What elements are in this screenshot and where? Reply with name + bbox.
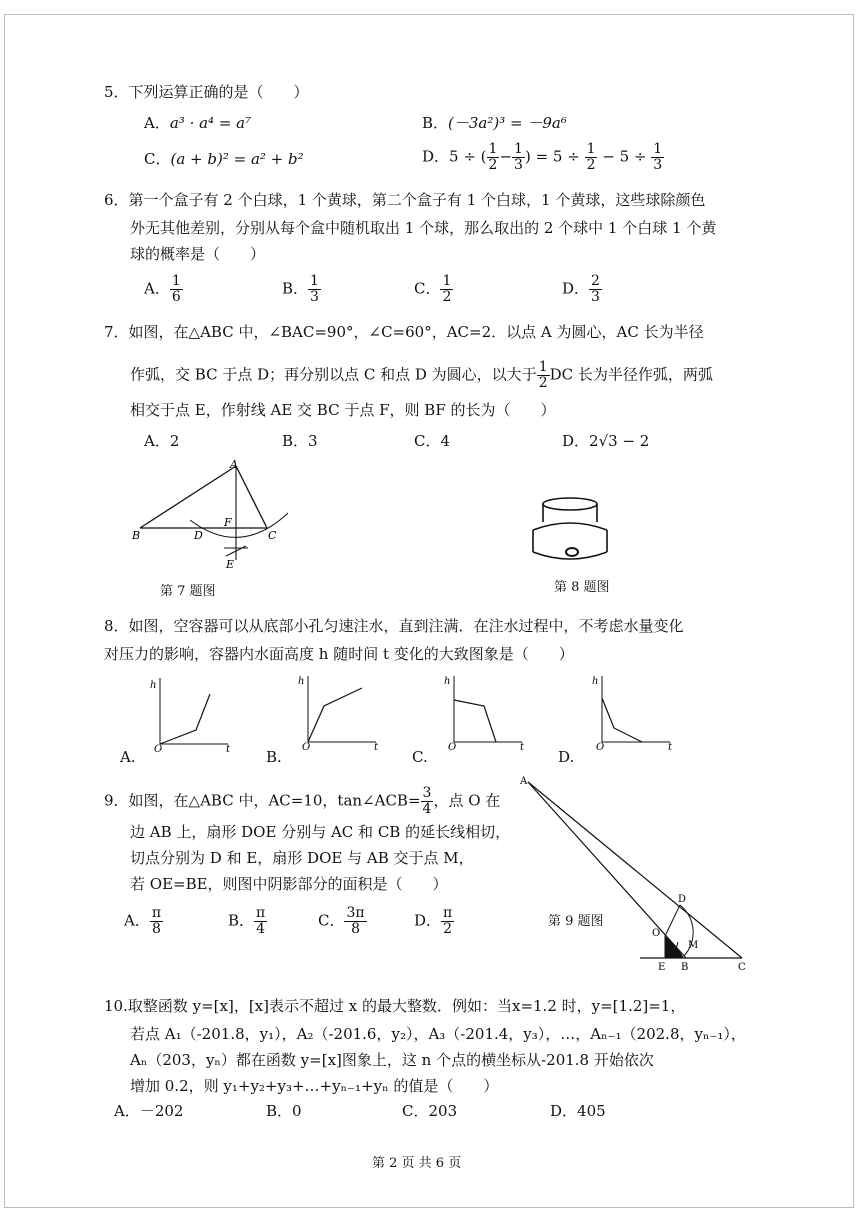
q5-option-b-label: B．: [422, 114, 449, 132]
q7-label-d: D: [194, 529, 203, 542]
q6-option-c-den: 2: [442, 289, 452, 305]
q7-line1: 7．如图，在△ABC 中，∠BAC=90°，∠C=60°，AC=2．以点 A 为圆心，AC 长为半径: [104, 323, 704, 341]
q6-line1: 6．第一个盒子有 2 个白球，1 个黄球，第二个盒子有 1 个白球，1 个黄球，这些球除颜色: [104, 191, 706, 209]
q5-d-mid3: − 5 ÷: [597, 147, 652, 166]
q5-option-c-label: C．: [144, 150, 171, 168]
q6-option-d-den: 3: [591, 289, 600, 305]
q6-option-a-label: A．: [144, 279, 170, 298]
q5-d-frac4: [651, 142, 664, 173]
q6-option-c-label: C．: [414, 279, 441, 298]
q5-d-frac1: [487, 142, 500, 173]
q6-option-c: [414, 274, 453, 305]
q5-d-frac2: [512, 142, 525, 173]
q9-label-e: E: [658, 962, 666, 973]
q10-line1: 10.取整函数 y=[x]，[x]表示不超过 x 的最大整数．例如：当x=1.2 时，y=[1.2]=1，: [104, 997, 686, 1015]
q9-option-b: [228, 906, 267, 937]
q6-option-a: [144, 274, 183, 305]
q6-option-b-label: B．: [282, 279, 309, 298]
q6-option-d-num: 2: [591, 273, 600, 289]
q5-d-frac2-num: 1: [514, 141, 523, 157]
q7-line2-num: 1: [538, 359, 548, 375]
q10-option-c: C．203: [402, 1102, 458, 1120]
q8-option-b: B.: [266, 748, 282, 766]
q9-label-m: M: [688, 940, 699, 951]
q6-option-d: [562, 274, 602, 305]
q9-label-a: A: [520, 776, 528, 787]
q8-shoulder: [533, 523, 607, 530]
q9-option-d-label: D．: [414, 911, 442, 930]
q8-graph-c: [442, 670, 534, 752]
q7-label-b: B: [132, 529, 141, 542]
q9-line1-a: 9．如图，在△ABC 中，AC=10，tan∠ACB=: [104, 791, 421, 810]
q9-line2: 边 AB 上，扇形 DOE 分别与 AC 和 CB 的延长线相切，: [130, 823, 511, 841]
q8-graph-b-t: t: [374, 742, 379, 752]
q9-figure: [518, 772, 758, 978]
q9-option-a-label: A．: [124, 911, 150, 930]
q5-d-frac1-den: 2: [488, 157, 498, 173]
q10-line3: Aₙ（203，yₙ）都在函数 y=[x]图象上，这 n 个点的横坐标从-201.8 开始依次: [130, 1051, 654, 1069]
q6-option-c-num: 1: [442, 273, 452, 289]
q5-option-d: [422, 142, 664, 173]
q9-figure-caption: 第 9 题图: [548, 914, 604, 929]
q5-option-a-expr: a³ · a⁴ = a⁷: [169, 114, 252, 132]
q9-label-o: O: [652, 928, 661, 939]
q9-option-c: [318, 906, 367, 937]
q7-line3: 相交于点 E，作射线 AE 交 BC 于点 F，则 BF 的长为（ ）: [130, 401, 556, 419]
q8-graph-b-h: h: [298, 676, 305, 687]
q5-option-a: [144, 112, 251, 133]
q8-figure-caption: 第 8 题图: [554, 580, 610, 595]
q8-graph-a-curve: [160, 694, 210, 744]
q7-option-c: C．4: [414, 432, 451, 450]
q8-option-d: D.: [558, 748, 575, 766]
q8-graph-d-h: h: [592, 676, 599, 687]
q8-line2: 对压力的影响，容器内水面高度 h 随时间 t 变化的大致图象是（ ）: [104, 645, 574, 663]
q7-figure: [130, 458, 300, 573]
q9-segment-ab: [528, 782, 686, 958]
q7-label-a: A: [230, 458, 238, 471]
q7-label-e: E: [226, 558, 235, 571]
q7-line2-b: DC 长为半径作弧，两弧: [549, 365, 713, 384]
q5-d-frac2-den: 3: [514, 157, 523, 173]
q9-option-d-den: 2: [443, 921, 453, 937]
page-number: 第 2 页 共 6 页: [372, 1156, 462, 1171]
q8-graph-c-h: h: [444, 676, 451, 687]
q5-d-mid2: ) = 5 ÷: [524, 147, 585, 166]
q9-label-b: B: [681, 962, 689, 973]
q9-option-b-den: 4: [256, 921, 266, 937]
q6-option-a-num: 1: [171, 273, 181, 289]
q10-line4: 增加 0.2，则 y₁+y₂+y₃+…+yₙ₋₁+yₙ 的值是（ ）: [130, 1077, 499, 1095]
q5-option-a-label: A．: [144, 114, 170, 132]
q8-graph-a-t: t: [226, 744, 231, 754]
q8-graph-b-o: O: [302, 742, 311, 752]
q8-graph-b-curve: [308, 688, 362, 742]
q9-option-a-num: π: [151, 905, 162, 921]
q9-option-c-label: C．: [318, 911, 345, 930]
q5-option-c: [144, 148, 304, 169]
q7-label-f: F: [224, 516, 232, 529]
q7-line2-den: 2: [538, 375, 548, 391]
q8-graph-a: [148, 672, 240, 754]
q5-d-frac4-num: 1: [653, 141, 663, 157]
q9-line1-b: ，点 O 在: [433, 791, 501, 810]
q9-line1-den: 4: [422, 801, 432, 817]
q8-graph-c-o: O: [448, 742, 457, 752]
q9-label-d: D: [678, 894, 687, 905]
q9-option-b-num: π: [256, 905, 266, 921]
q9-option-a: [124, 906, 163, 937]
q7-option-d: D．2√3 − 2: [562, 432, 650, 450]
q5-d-prefix: 5 ÷ (: [449, 147, 487, 166]
q6-option-b-den: 3: [310, 289, 319, 305]
q9-option-a-den: 8: [151, 921, 161, 937]
q8-graph-a-h: h: [150, 680, 157, 691]
q5-d-frac4-den: 3: [653, 157, 663, 173]
q5-d-mid: −: [499, 147, 513, 166]
q7-label-c: C: [268, 529, 277, 542]
q9-label-c: C: [738, 962, 746, 973]
q5-option-b: [422, 112, 567, 133]
q7-segment-ba: [140, 466, 236, 528]
q6-option-d-label: D．: [562, 279, 590, 298]
q9-radius-od: [665, 905, 680, 936]
q9-line3: 切点分别为 D 和 E，扇形 DOE 与 AB 交于点 M，: [130, 849, 474, 867]
q9-line4: 若 OE=BE，则图中阴影部分的面积是（ ）: [130, 875, 448, 893]
q9-option-b-label: B．: [228, 911, 255, 930]
q8-graph-d-t: t: [668, 742, 673, 752]
q7-figure-caption: 第 7 题图: [160, 584, 216, 599]
q10-option-d: D．405: [550, 1102, 606, 1120]
q5-d-frac3-den: 2: [586, 157, 596, 173]
q8-hole: [566, 548, 578, 556]
q5-option-b-expr: (－3a²)³ = －9a⁶: [448, 114, 567, 132]
q5-d-frac1-num: 1: [488, 141, 498, 157]
q5-option-d-label: D．: [422, 147, 450, 166]
q7-line2-a: 作弧，交 BC 于点 D；再分别以点 C 和点 D 为圆心，以大于: [130, 365, 537, 384]
q6-option-b: [282, 274, 321, 305]
q8-option-a: A.: [120, 748, 136, 766]
q9-option-c-den: 8: [351, 921, 360, 937]
q8-graph-d: [590, 670, 682, 752]
q6-option-a-den: 6: [171, 289, 181, 305]
q9-segment-ac: [528, 782, 742, 958]
q10-option-b: B．0: [266, 1102, 302, 1120]
q5-d-frac3-num: 1: [586, 141, 596, 157]
q7-line2: [130, 360, 713, 391]
q8-option-c: C.: [412, 748, 428, 766]
q9-option-d: [414, 906, 454, 937]
q9-line1-num: 3: [422, 785, 432, 801]
q8-line1: 8．如图，空容器可以从底部小孔匀速注水，直到注满．在注水过程中，不考虑水量变化: [104, 617, 684, 635]
q5-d-frac3: [585, 142, 598, 173]
q8-top-rim: [543, 498, 597, 510]
q6-line3: 球的概率是（ ）: [130, 245, 266, 263]
q8-graph-c-t: t: [520, 742, 525, 752]
q9-option-c-num: 3π: [346, 905, 365, 921]
q5-option-c-expr: (a + b)² = a² + b²: [170, 150, 304, 168]
q7-segment-ac: [236, 466, 267, 528]
q10-line2: 若点 A₁（-201.8，y₁），A₂（-201.6，y₂），A₃（-201.4，y₃），…，Aₙ₋₁（202.8，yₙ₋₁），: [130, 1025, 746, 1043]
q9-shaded-region: [665, 936, 684, 958]
q6-option-b-num: 1: [310, 273, 319, 289]
q9-line1: [104, 786, 500, 817]
q8-container-figure: [528, 494, 610, 566]
q8-graph-d-curve: [602, 698, 642, 742]
q7-option-b: B．3: [282, 432, 318, 450]
q6-line2: 外无其他差别，分别从每个盒中随机取出 1 个球，那么取出的 2 个球中 1 个白球 1 个黄: [130, 219, 717, 237]
q7-option-a: A．2: [144, 432, 180, 450]
q8-graph-a-o: O: [154, 744, 163, 754]
q8-graph-c-curve: [454, 700, 496, 742]
q8-graph-b: [296, 670, 388, 752]
q10-option-a: A．－202: [114, 1102, 184, 1120]
q5-stem: 5．下列运算正确的是（ ）: [104, 83, 309, 101]
q9-option-d-num: π: [443, 905, 453, 921]
q8-graph-d-o: O: [596, 742, 605, 752]
